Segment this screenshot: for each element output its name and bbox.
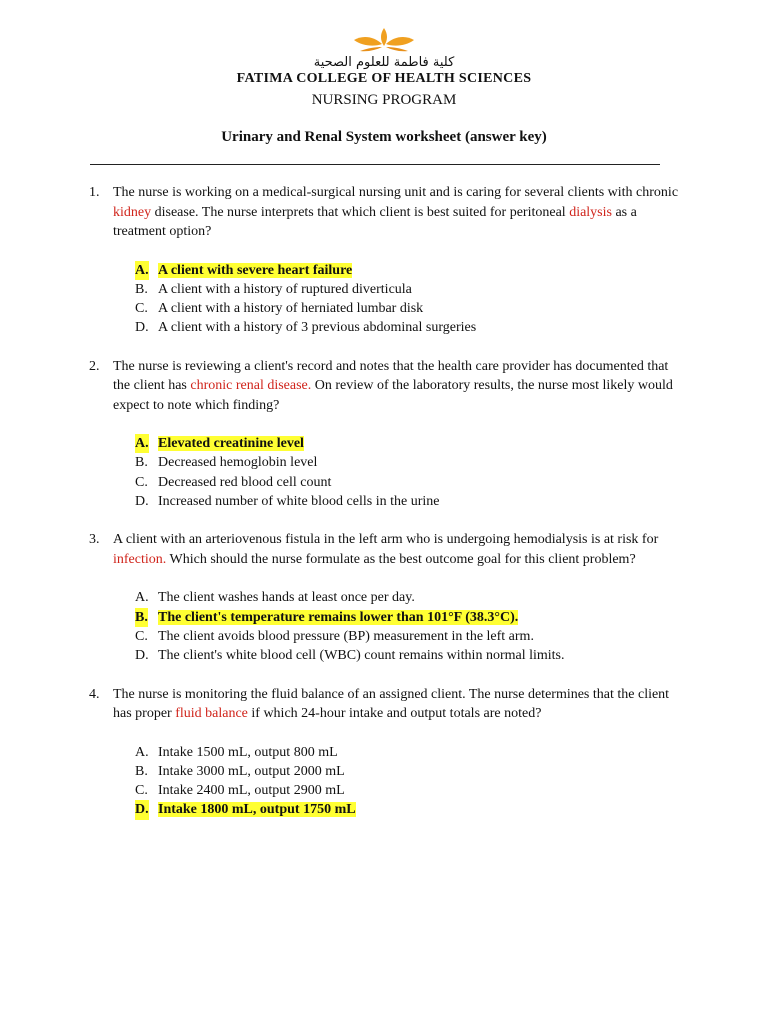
question-3	[0, 530, 768, 665]
question-number: 4.	[89, 686, 100, 702]
correct-answer-option	[135, 261, 768, 280]
answer-option	[135, 473, 768, 492]
answer-option	[135, 280, 768, 299]
correct-answer-option	[135, 608, 768, 627]
option-text: Elevated creatinine level	[158, 436, 304, 452]
question-text: if which 24-hour intake and output totals are noted?	[247, 706, 542, 722]
option-text: Intake 2400 mL, output 2900 mL	[158, 783, 345, 799]
question-text: as a treatment option?	[113, 204, 637, 239]
option-letter: B.	[135, 281, 148, 297]
option-letter: A.	[135, 590, 149, 606]
answer-option	[135, 781, 768, 800]
question-1	[0, 183, 768, 338]
college-name: FATIMA COLLEGE OF HEALTH SCIENCES	[236, 71, 532, 86]
answer-option	[135, 453, 768, 472]
option-text: Decreased hemoglobin level	[158, 455, 318, 471]
option-text: The client's white blood cell (WBC) count remains within normal limits.	[158, 648, 565, 664]
option-letter: C.	[135, 474, 148, 490]
answer-options	[0, 261, 768, 338]
answer-options	[0, 588, 768, 665]
option-text: Decreased red blood cell count	[158, 474, 332, 490]
answer-options	[0, 434, 768, 511]
keyword-highlight: fluid balance	[175, 706, 248, 722]
answer-option	[135, 627, 768, 646]
question-text: On review of the laboratory results, the nurse most likely would expect to note which finding?	[113, 378, 673, 413]
option-text: The client's temperature remains lower than 101°F (38.3°C).	[158, 609, 519, 625]
answer-option	[135, 318, 768, 337]
orange-leaf-logo-icon	[352, 26, 416, 54]
answer-option	[135, 492, 768, 511]
option-letter: D.	[135, 800, 149, 819]
question-4	[0, 685, 768, 820]
program-title: NURSING PROGRAM	[311, 92, 457, 108]
option-letter: C.	[135, 783, 148, 799]
option-text: Intake 3000 mL, output 2000 mL	[158, 763, 345, 779]
option-letter: A.	[135, 261, 149, 280]
question-stem	[0, 685, 768, 724]
answer-option	[135, 646, 768, 665]
question-text: The nurse is reviewing a client's record and notes that the health care provider has documented that the client has	[113, 358, 669, 394]
option-letter: B.	[135, 608, 148, 627]
answer-options	[0, 743, 768, 820]
question-number: 1.	[89, 185, 100, 200]
option-letter: D.	[135, 494, 149, 510]
option-letter: B.	[135, 455, 148, 471]
option-letter: D.	[135, 320, 149, 336]
option-letter: C.	[135, 301, 148, 317]
option-text: Intake 1800 mL, output 1750 mL	[158, 802, 356, 818]
option-letter: A.	[135, 434, 149, 453]
option-text: The client washes hands at least once per day.	[158, 590, 415, 606]
keyword-highlight: chronic renal disease.	[190, 378, 312, 394]
question-list	[0, 183, 768, 839]
option-letter: A.	[135, 744, 149, 760]
option-text: Intake 1500 mL, output 800 mL	[158, 744, 338, 760]
option-letter: C.	[135, 628, 148, 644]
question-text: disease. The nurse interprets that which client is best suited for peritoneal	[151, 204, 570, 220]
question-2	[0, 357, 768, 512]
option-letter: B.	[135, 763, 148, 779]
correct-answer-option	[135, 800, 768, 819]
keyword-highlight: kidney	[113, 204, 152, 220]
question-text: The nurse is monitoring the fluid balance of an assigned client. The nurse determines that the client has proper	[113, 686, 670, 722]
worksheet-title: Urinary and Renal System worksheet (answer key)	[221, 129, 547, 145]
correct-answer-option	[135, 434, 768, 453]
question-text: The nurse is working on a medical-surgical nursing unit and is caring for several clients with chronic	[113, 185, 679, 200]
option-text: A client with a history of ruptured diverticula	[158, 281, 412, 297]
answer-option	[135, 299, 768, 318]
question-number: 3.	[89, 532, 100, 548]
keyword-highlight: dialysis	[569, 204, 612, 220]
question-stem	[0, 183, 768, 242]
college-logo	[0, 26, 768, 54]
option-text: Increased number of white blood cells in the urine	[158, 494, 440, 510]
question-stem	[0, 530, 768, 569]
option-text: A client with a history of 3 previous abdominal surgeries	[158, 320, 477, 336]
answer-option	[135, 762, 768, 781]
question-text: Which should the nurse formulate as the best outcome goal for this client problem?	[166, 551, 636, 567]
option-letter: D.	[135, 648, 149, 664]
college-arabic-name: كلية فاطمة للعلوم الصحية	[313, 55, 455, 70]
header-divider	[90, 164, 660, 165]
answer-option	[135, 743, 768, 762]
answer-option	[135, 588, 768, 607]
question-text: A client with an arteriovenous fistula in the left arm who is undergoing hemodialysis is at risk for	[113, 532, 659, 548]
keyword-highlight: infection.	[113, 551, 167, 567]
option-text: The client avoids blood pressure (BP) measurement in the left arm.	[158, 628, 534, 644]
option-text: A client with severe heart failure	[158, 262, 353, 278]
question-stem	[0, 357, 768, 416]
option-text: A client with a history of herniated lumbar disk	[158, 301, 424, 317]
question-number: 2.	[89, 358, 100, 374]
